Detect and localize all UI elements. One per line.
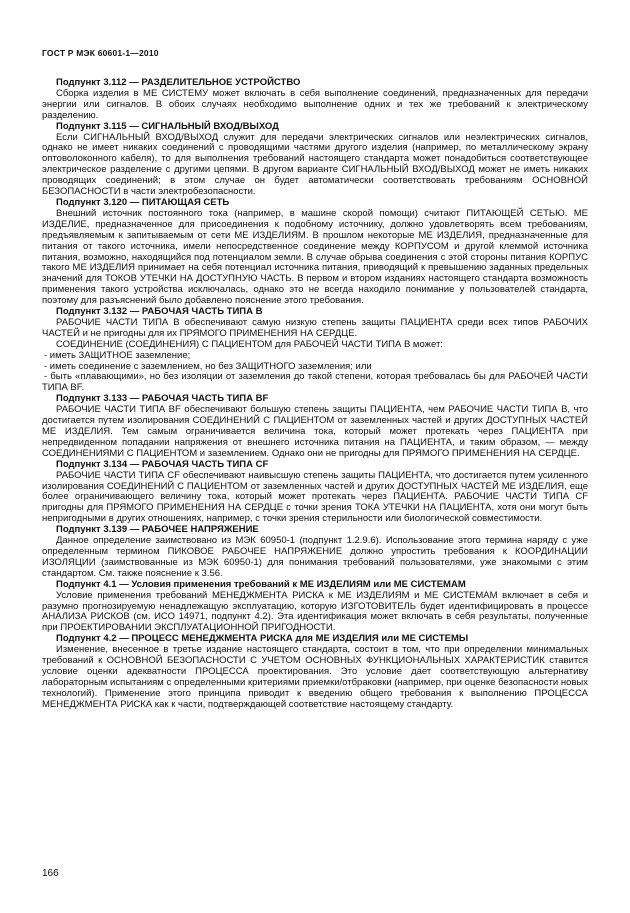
- section-3-134-heading: Подпункт 3.134 — РАБОЧАЯ ЧАСТЬ ТИПА CF: [56, 458, 269, 470]
- paragraph: РАБОЧИЕ ЧАСТИ ТИПА B обеспечивают самую низкую степень защиты ПАЦИЕНТА среди всех типов РАБОЧИХ ЧАСТЕЙ и не пригодны для их ПРЯМОГО ПРИМЕНЕНИЯ НА СЕРДЦЕ.: [42, 316, 588, 339]
- section-4-2-heading: Подпункт 4.2 — ПРОЦЕСС МЕНЕДЖМЕНТА РИСКА для МЕ ИЗДЕЛИЯ или МЕ СИСТЕМЫ: [56, 633, 469, 645]
- section-3-120-heading: Подпункт 3.120 — ПИТАЮЩАЯ СЕТЬ: [56, 196, 230, 208]
- paragraph: Данное определение заимствовано из МЭК 60950-1 (подпункт 1.2.9.6). Использование этого термина наряду с уже определенным термином ПИКОВОЕ РАБОЧЕЕ НАПРЯЖЕНИЕ должно упростить требования к КООРДИНАЦИИ ИЗОЛЯЦИИ (заимствованные из МЭК 60950-1) для понимания требований пользователями, уже знакомыми с этим стандартом. См. также пояснение к 3.56.: [42, 535, 588, 579]
- list-item: - быть «плавающими», но без изоляции от заземления до такой степени, которая требовалась бы для РАБОЧЕЙ ЧАСТИ ТИПА BF.: [42, 371, 588, 394]
- list-item: - иметь ЗАЩИТНОЕ заземление;: [44, 349, 191, 361]
- paragraph: Внешний источник постоянного тока (например, в машине скорой помощи) считают ПИТАЮЩЕЙ СЕТЬЮ. МЕ ИЗДЕЛИЕ, предназначенное для присоединения к подобному источнику, должно удовлетворять всем требованиям, предъявляемым к запитываемым от сети МЕ ИЗДЕЛИЯМ. В прошлом некоторые МЕ ИЗДЕЛИЯ, предназначенные для питания от такого источника, имели непосредственное соединение между КОРПУСОМ и другой клеммой источника питания, возможно, находящийся под потенциалом земли. В случае обрыва соединения с этой стороны питания КОРПУС такого МЕ ИЗДЕЛИЯ принимает на себя потенциал источника питания, приводящий к превышению заданных предельных значений для ТОКОВ УТЕЧКИ НА ДОСТУПНУЮ ЧАСТЬ. В первом и втором изданиях настоящего стандарта возможность применения такого устройства исключалась, однако это не всегда находило понимание у пользователей стандарта, поэтому для разъяснений было добавлено пояснение этого требования.: [42, 207, 588, 307]
- paragraph: РАБОЧИЕ ЧАСТИ ТИПА BF обеспечивают большую степень защиты ПАЦИЕНТА, чем РАБОЧИЕ ЧАСТИ ТИПА B, что достигается путем изолирования СОЕДИНЕНИЙ С ПАЦИЕНТОМ от заземленных частей и других ДОСТУПНЫХ ЧАСТЕЙ МЕ ИЗДЕЛИЯ. Тем самым ограничивается величина тока, который может протекать через ПАЦИЕНТА при непредвиденном попадании напряжения от внешнего источника питания на ПАЦИЕНТА, и таким образом, — между СОЕДИНЕНИЯМИ С ПАЦИЕНТОМ и заземлением. Однако они не пригодны для ПРЯМОГО ПРИМЕНЕНИЯ НА СЕРДЦЕ.: [42, 404, 588, 459]
- list-item: - иметь соединение с заземлением, но без ЗАЩИТНОГО заземления; или: [44, 360, 372, 372]
- paragraph: РАБОЧИЕ ЧАСТИ ТИПА CF обеспечивают наивысшую степень защиты ПАЦИЕНТА, что достигается путем усиленного изолирования СОЕДИНЕНИЙ С ПАЦИЕНТОМ от заземленных частей и других ДОСТУПНЫХ ЧАСТЕЙ МЕ ИЗДЕЛИЯ, еще более ограничивающего величину тока, который может протекать через ПАЦИЕНТА. РАБОЧИЕ ЧАСТИ ТИПА CF пригодны для ПРЯМОГО ПРИМЕНЕНИЯ НА СЕРДЦЕ с точки зрения ТОКА УТЕЧКИ НА ПАЦИЕНТА, хотя они могут быть непригодными в других отношениях, например, с точки зрения стерильности или биологической совместимости.: [42, 469, 588, 525]
- paragraph: Условие применения требований МЕНЕДЖМЕНТА РИСКА к МЕ ИЗДЕЛИЯМ и МЕ СИСТЕМАМ включает в себя и разумно прогнозируемую ненадлежащую эксплуатацию, которую ИЗГОТОВИТЕЛЬ будет идентифицировать в процессе АНАЛИЗА РИСКОВ (см. ИСО 14971, подпункт 4.2). Эта идентификация может включать в себя результаты, полученные при ПРОЕКТИРОВАНИИ ЭКСПЛУАТАЦИОННОЙ ПРИГОДНОСТИ.: [42, 589, 588, 634]
- section-3-139-heading: Подпункт 3.139 — РАБОЧЕЕ НАПРЯЖЕНИЕ: [56, 524, 259, 536]
- section-3-133-heading: Подпункт 3.133 — РАБОЧАЯ ЧАСТЬ ТИПА BF: [56, 393, 269, 405]
- paragraph: Сборка изделия в МЕ СИСТЕМУ может включать в себя выполнение соединений, предназначенных для передачи энергии или сигналов. В обоих случаях необходимо выполнение одних и тех же требований к электрическому разделению.: [42, 87, 588, 121]
- paragraph: СОЕДИНЕНИЕ (СОЕДИНЕНИЯ) С ПАЦИЕНТОМ для РАБОЧЕЙ ЧАСТИ ТИПА B может:: [56, 338, 443, 350]
- section-3-112-heading: Подпункт 3.112 — РАЗДЕЛИТЕЛЬНОЕ УСТРОЙСТВО: [56, 77, 301, 88]
- document-header: ГОСТ Р МЭК 60601-1—2010: [42, 48, 159, 58]
- section-4-1-heading: Подпункт 4.1 — Условия применения требований к МЕ ИЗДЕЛИЯМ или МЕ СИСТЕМАМ: [56, 578, 466, 590]
- section-3-132-heading: Подпункт 3.132 — РАБОЧАЯ ЧАСТЬ ТИПА B: [56, 306, 263, 318]
- paragraph: Если СИГНАЛЬНЫЙ ВХОД/ВЫХОД служит для передачи электрических сигналов или неэлектрических сигналов, однако не имеет никаких соединений с проводящими частями другого изделия (например, по металлическому экрану оптоволоконного кабеля), то для выполнения требований настоящего стандарта может понадобиться соответствующее электрическое разделение с другими цепями. В другом варианте СИГНАЛЬНЫЙ ВХОД/ВЫХОД может не иметь никаких проводящих соединений; в этом случае он будет автоматически соответствовать требованиям ОСНОВНОЙ БЕЗОПАСНОСТИ в части электробезопасности.: [42, 131, 588, 198]
- paragraph: Изменение, внесенное в третье издание настоящего стандарта, состоит в том, что при определении минимальных требований к ОСНОВНОЙ БЕЗОПАСНОСТИ С УЧЕТОМ ОСНОВНЫХ ФУНКЦИОНАЛЬНЫХ ХАРАКТЕРИСТИК ставится условие оценки адекватности ПРОЦЕССА проектирования. Это условие дает соответствующую альтернативу лабораторным испытаниям с определенными критериями приемки/отбраковки (например, при оценке безопасности новых технологий). Применение этого принципа приводит к введению общего требования к выполнению ПРОЦЕССА МЕНЕДЖМЕНТА РИСКА как к части, подтверждающей соответствие настоящему стандарту.: [42, 644, 588, 710]
- page-number: 166: [42, 868, 59, 879]
- section-3-115-heading: Подпункт 3.115 — СИГНАЛЬНЫЙ ВХОД/ВЫХОД: [56, 120, 279, 132]
- document-body: [42, 78, 588, 711]
